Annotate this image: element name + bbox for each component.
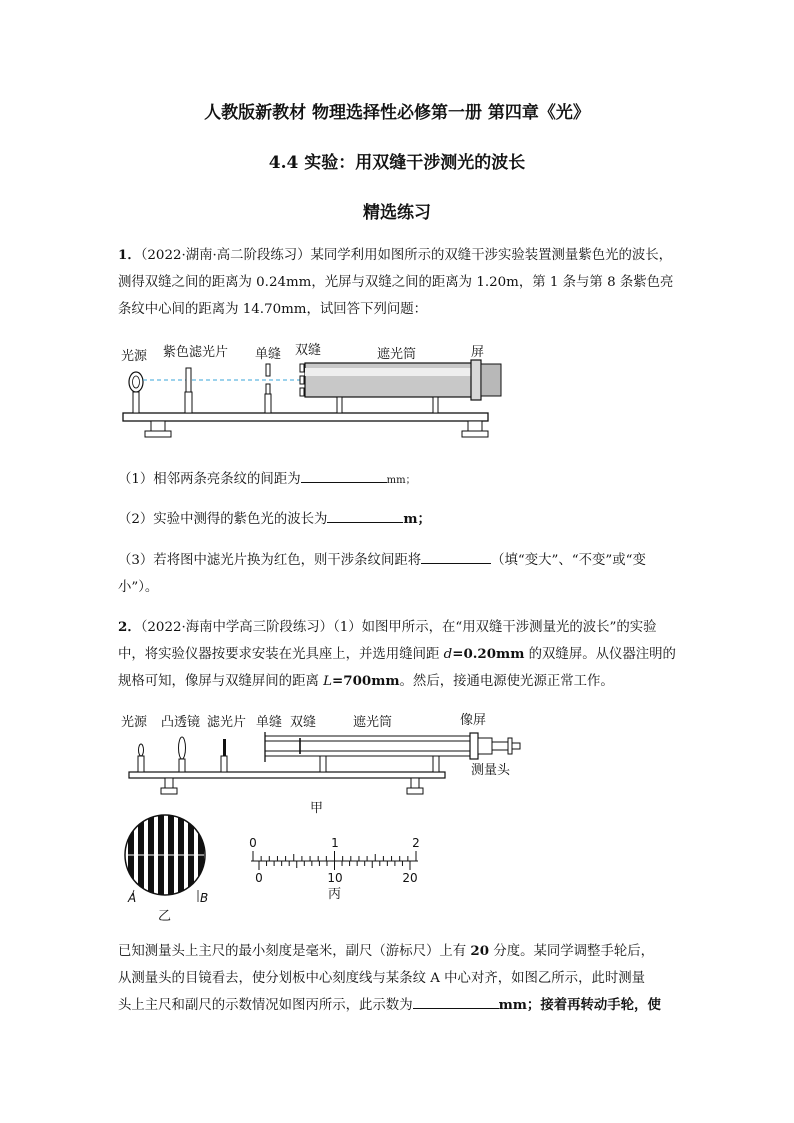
q2-handwheel[interactable] (508, 738, 512, 754)
q2-label-filter: 滤光片 (207, 715, 247, 730)
q2-image-screen (470, 733, 478, 759)
q2-number: 2． (118, 619, 141, 635)
vernier-label-0: 0 (255, 871, 263, 885)
q2-eyepiece-figure-yi (118, 812, 218, 924)
q2-caption-yi: 乙 (158, 909, 172, 924)
q1-single-slit (266, 364, 270, 376)
q2-answer-blank-1[interactable] (413, 994, 499, 1009)
q1-label-filter: 紫色滤光片 (163, 345, 229, 360)
q2-convex-lens (179, 737, 186, 759)
q1-double-slit (300, 364, 304, 372)
vernier-scale (259, 861, 410, 870)
q1-number: 1． (118, 247, 141, 263)
main-scale-label-1: 1 (331, 836, 339, 850)
subtitle: 精选练习 (363, 203, 431, 223)
vernier-label-10: 10 (327, 871, 343, 885)
q1-bulb (129, 372, 143, 392)
q2-label-single: 单缝 (256, 715, 283, 730)
q2-optical-bench (129, 772, 445, 778)
q1-label-double: 双缝 (295, 343, 322, 358)
q1-label-single: 单缝 (255, 347, 282, 362)
q2-mark-b: B (200, 891, 209, 905)
q2-line3: 规格可知，像屏与双缝屏间的距离 L=700mm。然后，接通电源使光源正常工作。 (118, 673, 614, 689)
page-title: 人教版新教材 物理选择性必修第一册 第四章《光》 (204, 103, 590, 123)
q1-label-source: 光源 (121, 349, 148, 364)
q1-text1: （2022·湖南·高二阶段练习）某同学利用如图所示的双缝干涉实验装置测量紫色光的波长， (140, 248, 673, 263)
q1-line2: 测得双缝之间的距离为 0.24mm，光屏与双缝之间的距离为 1.20m，第 1 条与第 8 条紫色亮 (118, 275, 674, 290)
vernier-label-20: 20 (402, 871, 418, 885)
q2-para-line2: 从测量头的目镜看去，使分划板中心刻度线与某条纹 A 中心对齐，如图乙所示，此时测量 (118, 971, 646, 986)
q2-line1: 2．（2022·海南中学高三阶段练习）（1）如图甲所示，在“用双缝干涉测量光的波长”的实验 (118, 619, 657, 635)
q2-single-slit (265, 741, 300, 751)
q1-sub2: （2）实验中测得的紫色光的波长为 m； (118, 506, 678, 533)
q2-caption-bing: 丙 (328, 887, 342, 902)
q2-para-line3: 头上主尺和副尺的示数情况如图丙所示，此示数为 mm；接着再转动手轮，使 (118, 992, 678, 1019)
q1-bench-leg-left (151, 421, 165, 431)
q2-apparatus-figure-jia (115, 708, 535, 818)
q2-label-screen: 像屏 (460, 713, 487, 728)
main-scale (253, 851, 416, 861)
q1-answer-blank-2[interactable] (327, 508, 403, 523)
q1-screen (471, 360, 481, 400)
q1-answer-blank-1[interactable] (301, 468, 387, 483)
q1-sub3: （3）若将图中滤光片换为红色，则干涉条纹间距将 （填“变大”、“不变”或“变 (118, 547, 678, 574)
q1-bench-foot-left (145, 431, 171, 437)
section-title: 4.4 实验：用双缝干涉测光的波长 (268, 153, 526, 173)
q2-label-source: 光源 (121, 715, 148, 730)
q2-para-line1: 已知测量头上主尺的最小刻度是毫米，副尺（游标尺）上有 20 分度。某同学调整手轮后， (118, 943, 655, 959)
q1-filter (186, 368, 191, 392)
q1-line3: 条纹中心间的距离为 14.70mm，试回答下列问题： (118, 302, 428, 317)
q2-label-tube: 遮光筒 (353, 715, 393, 730)
q2-caption-jia: 甲 (310, 801, 324, 816)
q2-vernier-figure-bing (246, 834, 426, 904)
q1-label-tube: 遮光筒 (377, 347, 417, 362)
q1-bench-leg-right (468, 421, 482, 431)
q2-label-double: 双缝 (290, 715, 317, 730)
q1-line1 (118, 242, 678, 269)
main-scale-label-2: 2 (412, 836, 420, 850)
q1-bench-foot-right (462, 431, 488, 437)
q2-mark-a: A (128, 891, 137, 905)
q2-lamp (139, 744, 144, 756)
q1-source-stand (133, 392, 139, 413)
q1-apparatus-figure (115, 338, 525, 448)
q2-filter (223, 739, 226, 756)
main-scale-label-0: 0 (249, 836, 257, 850)
q1-label-screen: 屏 (471, 345, 485, 360)
q2-line2: 中，将实验仪器按要求安装在光具座上，并选用缝间距 d=0.20mm 的双缝屏。从仪器注明的 (118, 646, 676, 662)
q1-answer-blank-3[interactable] (421, 549, 491, 564)
q1-sub1: （1）相邻两条亮条纹的间距为 mm； (118, 466, 678, 494)
q2-measuring-head (478, 738, 492, 754)
q1-sub3-cont: 小”）。 (118, 580, 159, 595)
q2-label-head: 测量头 (471, 763, 511, 778)
q1-optical-bench (123, 413, 488, 421)
q2-label-lens: 凸透镜 (161, 715, 201, 730)
